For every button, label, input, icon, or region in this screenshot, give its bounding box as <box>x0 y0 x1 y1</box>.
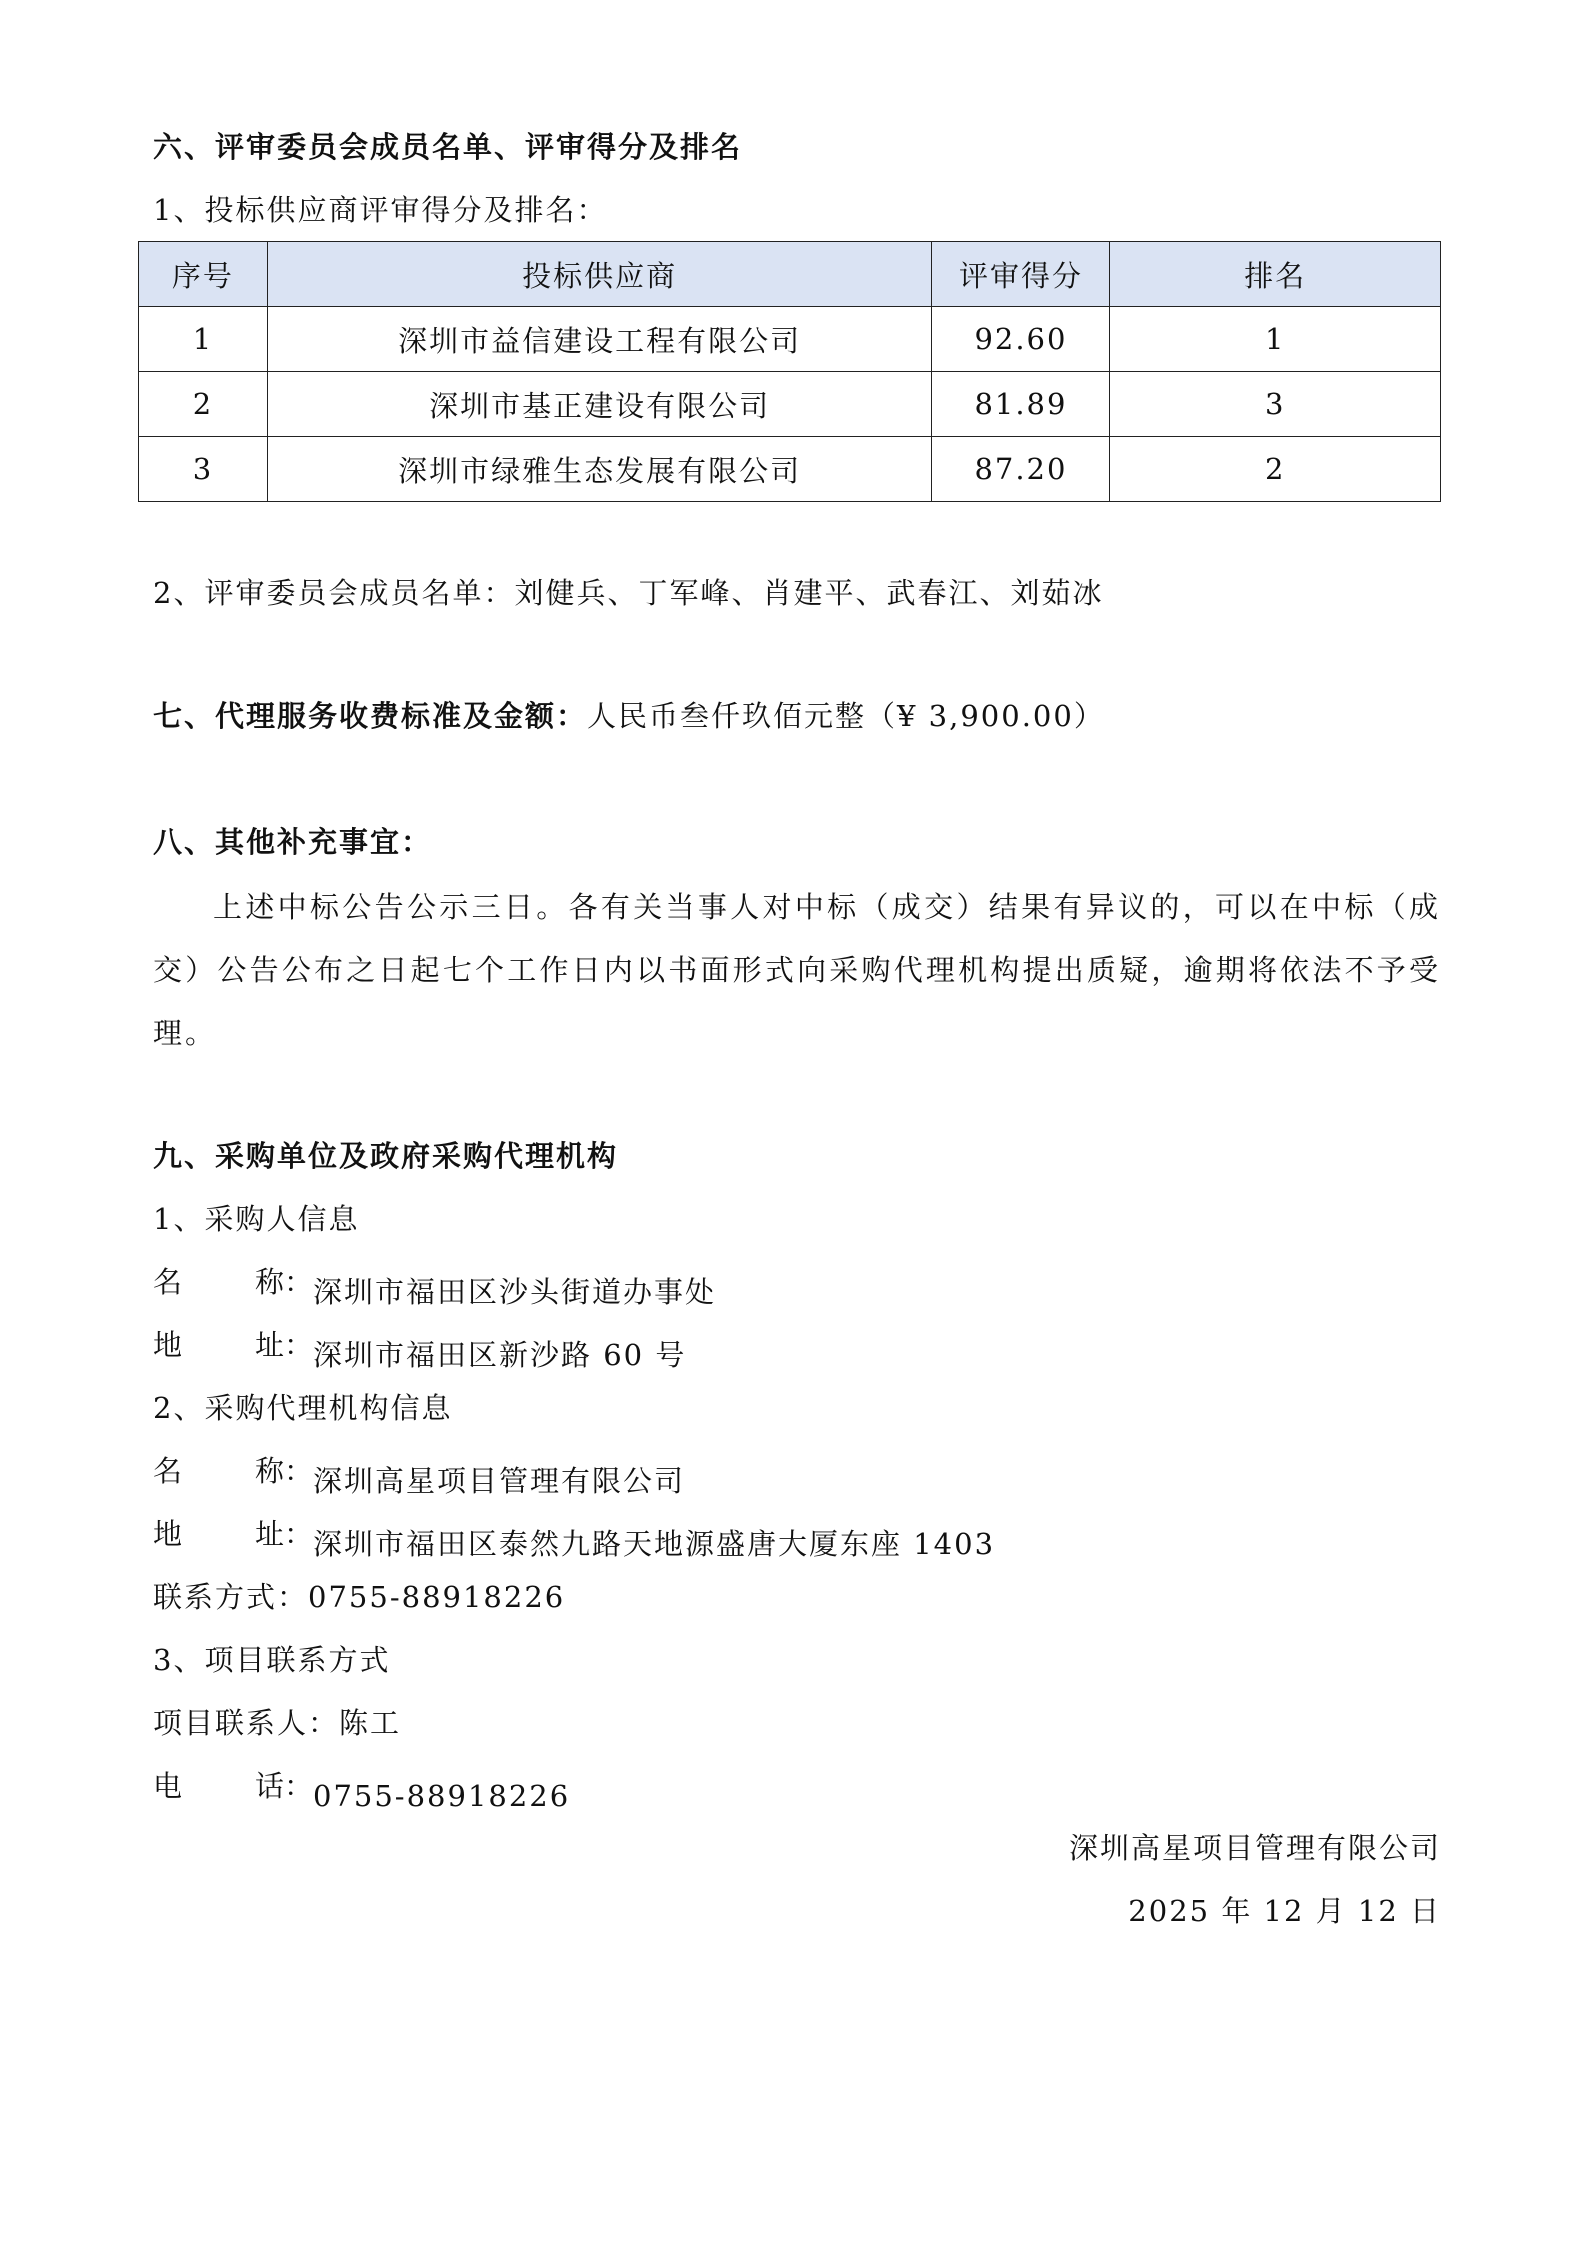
section7-title: 七、代理服务收费标准及金额： <box>153 699 588 733</box>
purchaser-name-label: 名 称： <box>153 1265 313 1299</box>
agency-contact-label: 联系方式： <box>153 1580 309 1614</box>
cell-supplier: 深圳市益信建设工程有限公司 <box>267 307 932 372</box>
agency-contact: 0755-88918226 <box>308 1580 566 1614</box>
header-rank: 排名 <box>1110 242 1441 307</box>
purchaser-address-label: 地 址： <box>153 1328 313 1362</box>
table-row <box>139 307 1441 372</box>
purchaser-heading: 1、采购人信息 <box>153 1202 360 1236</box>
section7-value: 人民币叁仟玖佰元整（¥ 3,900.00） <box>587 699 1105 733</box>
project-person-row <box>153 1703 401 1743</box>
agency-address-label: 地 址： <box>153 1517 313 1551</box>
purchaser-address-row <box>153 1325 686 1375</box>
section9-title: 九、采购单位及政府采购代理机构 <box>153 1139 619 1173</box>
purchaser-name-row <box>153 1262 716 1312</box>
table-row <box>139 437 1441 502</box>
project-heading: 3、项目联系方式 <box>153 1643 391 1677</box>
cell-supplier: 深圳市基正建设有限公司 <box>267 372 932 437</box>
agency-address: 深圳市福田区泰然九路天地源盛唐大厦东座 1403 <box>313 1527 996 1561</box>
header-score: 评审得分 <box>932 242 1110 307</box>
agency-name-label: 名 称： <box>153 1454 313 1488</box>
cell-rank: 3 <box>1110 372 1441 437</box>
purchaser-name: 深圳市福田区沙头街道办事处 <box>313 1275 717 1309</box>
cell-score: 92.60 <box>932 307 1110 372</box>
project-phone-label: 电 话： <box>153 1769 313 1803</box>
section8-body: 上述中标公告公示三日。各有关当事人对中标（成交）结果有异议的，可以在中标（成交）公告公布之日起七个工作日内以书面形式向采购代理机构提出质疑，逾期将依法不予受理。 <box>153 890 1441 1050</box>
signature-date: 2025 年 12 月 12 日 <box>1128 1894 1441 1928</box>
cell-score: 81.89 <box>932 372 1110 437</box>
project-person-label: 项目联系人： <box>153 1706 340 1740</box>
scores-table <box>138 241 1441 502</box>
section7-line <box>153 696 1105 736</box>
cell-score: 87.20 <box>932 437 1110 502</box>
agency-name: 深圳高星项目管理有限公司 <box>313 1464 686 1498</box>
purchaser-address: 深圳市福田区新沙路 60 号 <box>313 1338 687 1372</box>
project-phone-row <box>153 1766 570 1816</box>
header-index: 序号 <box>139 242 268 307</box>
table-header-row <box>139 242 1441 307</box>
cell-rank: 1 <box>1110 307 1441 372</box>
cell-index: 1 <box>139 307 268 372</box>
project-phone: 0755-88918226 <box>313 1779 571 1813</box>
signature-company: 深圳高星项目管理有限公司 <box>1068 1831 1441 1865</box>
agency-heading: 2、采购代理机构信息 <box>153 1391 453 1425</box>
section6-title: 六、评审委员会成员名单、评审得分及排名 <box>153 130 743 164</box>
table-row <box>139 372 1441 437</box>
cell-index: 3 <box>139 437 268 502</box>
project-person: 陈工 <box>339 1706 402 1740</box>
agency-name-row <box>153 1451 685 1501</box>
section6-sub1: 1、投标供应商评审得分及排名： <box>153 193 608 227</box>
section6-committee: 2、评审委员会成员名单：刘健兵、丁军峰、肖建平、武春江、刘茹冰 <box>153 576 1104 610</box>
header-supplier: 投标供应商 <box>267 242 932 307</box>
agency-contact-row <box>153 1577 565 1617</box>
agency-address-row <box>153 1514 995 1564</box>
section8-title: 八、其他补充事宜： <box>153 825 433 859</box>
cell-index: 2 <box>139 372 268 437</box>
cell-supplier: 深圳市绿雅生态发展有限公司 <box>267 437 932 502</box>
cell-rank: 2 <box>1110 437 1441 502</box>
